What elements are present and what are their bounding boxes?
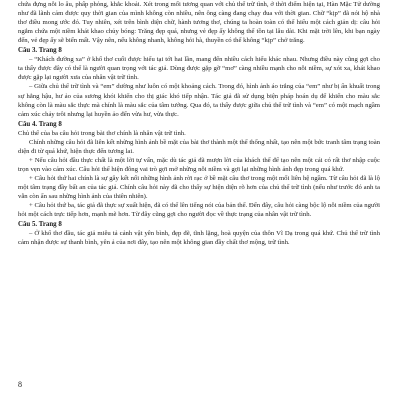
paragraph: – “Khách đường xa” ở khổ thơ cuối được hiểu tại tới hai lần, mang đến nhiều cách hiểu khác nhau. Nhưng điều này cũng gợi cho ta thấy được đây có thể là người quan trọng với tác giả. Dùng được gặp gỡ “mơ” càng nhiều mạnh cho nỗi niềm, sự xót xa, khát khao được gặp lại người xưa của nhân vật trữ tình.: [18, 56, 380, 82]
paragraph: + Nếu câu hỏi đầu thực chất là một lời tự vấn, mặc dù tác giả đã mượn lời của khách thể để tạo nên một cái có rất thơ nhập cuộc trọn vẹn vào cảm xúc. Câu hỏi thể hiện đông vai trò gợi mở những nỗi niềm và gợi lại những hình ảnh đẹp trong quá khứ.: [18, 156, 380, 173]
question-heading: Câu 4. Trang 8: [18, 120, 62, 128]
paragraph: + Câu hỏi thứ ba, tác giả đã thực sự xuất hiện, đã có thể lên tiếng nói của bản thể. Đến đây, câu hỏi càng bộc lộ nỗi niềm của người hỏi một cách trực tiếp hơn, mạnh mẽ hơn. Từ đây cũng gợi cho người đọc về thực trạng của nhân vật trữ tình.: [18, 202, 380, 219]
page-number: 8: [18, 380, 22, 389]
paragraph: – Ở khổ thơ đầu, tác giả miêu tả cảnh vật yên bình, đẹp đẽ, tĩnh lặng, hoà quyện của thôn Vĩ Dạ trong quá khứ. Chủ thể trữ tình cảm nhận được sự thanh bình, yên ả của nơi đây, tạo nên một không gian đầy chất thơ mộng, trữ tình.: [18, 230, 380, 247]
question-heading: Câu 5. Trang 8: [18, 221, 62, 229]
paragraph: + Câu hỏi thứ hai chính là sự gây kết nối những hình ảnh rời rạc ở bề mặt câu thơ trong một mối liên hệ ngầm. Từ câu hỏi đã là lộ một tâm trạng đầy bất an của tác giả. Chính câu hỏi này đã cho thấy sự hiện diện rõ hơn của chủ thể trữ tình (nếu như trước đó anh ta vẫn còn ẩn sau những hình ảnh của thiên nhiên).: [18, 174, 380, 201]
page-text: [18, 0, 380, 247]
paragraph: Chủ thể của ba câu hỏi trong bài thơ chính là nhân vật trữ tình.: [18, 129, 186, 137]
paragraph: – Giữa chủ thể trữ tình và “em” dường như luôn có một khoảng cách. Trong đó, hình ảnh áo trắng của “em” như bị ẩn khuất trong sự hằng hậu, hư ảo của sương khói khiến cho thị giác khó tiếp nhận. Tác giả đã sử dụng biện pháp hoán dụ để khiến cho màu sắc không còn là màu sắc thực mà chính là màu sắc của tâm tưởng. Qua đó, ta thấy được giữa chủ thể trữ tình và “em” có một mạch ngầm cảm xúc chảy trôi nhưng lại huyền ảo đến vừa hư, vừa thực.: [18, 83, 380, 118]
question-heading: Câu 3. Trang 8: [18, 47, 62, 55]
paragraph: chứa đựng nỗi lo âu, phấp phỏng, khắc khoải. Xét trong mối tương quan với chủ thể trữ tình, ở thời điểm hiện tại, Hàn Mặc Tử dường như đã lãnh cảm được quy thời gian của mình không còn nhiều, nên ông càng đang chạy đua với thời gian. Chữ “kịp” đã nói hộ nhà thơ điều mong ước đó. Tuy nhiên, xét trên bình diện chữ, hành tương thơ, chúng ta hoàn toàn có thể hiểu một cách giản dị: câu hỏi ngắm chứa một niềm khát khao chủy bóng: Trăng đẹp quá, nhưng vẻ đẹp ấy không thể tồn tại lâu dài. Khi mặt trời lên, khi bạn ngày đến, vẻ đẹp ấy sẽ biến mất. Vậy nên, nếu không nhanh, không hỏi hà, thuyền có thể không “kịp” chở trăng.: [18, 1, 380, 45]
paragraph: Chính những câu hỏi đã liên kết những hình ảnh bề mặt của bài thơ thành một thể thống nhất, tạo nên một bức tranh tâm trạng toàn diện đi từ quá khứ, hiện thực đến tương lai.: [18, 138, 380, 155]
